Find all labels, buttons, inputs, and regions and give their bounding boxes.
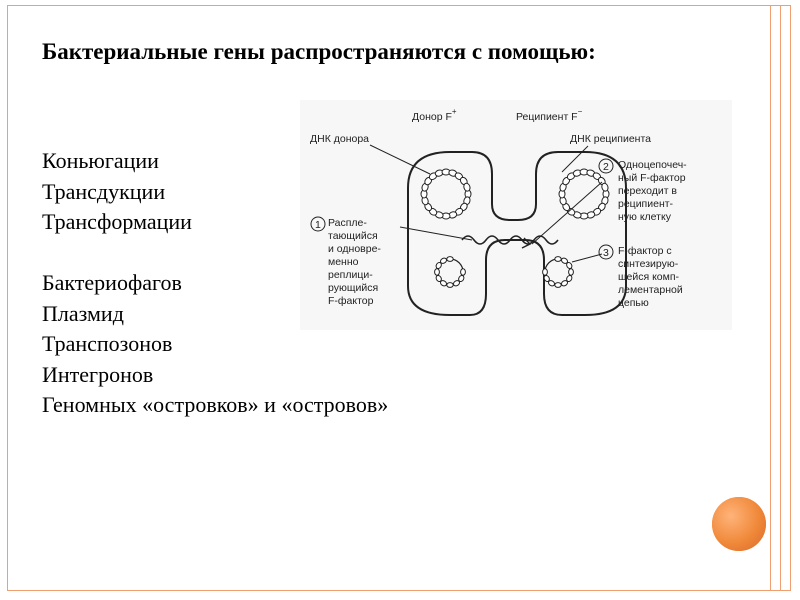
step-3-number: 3	[603, 247, 609, 259]
dna-bead	[555, 257, 561, 262]
dna-bead	[555, 283, 561, 288]
list-item: Транспозонов	[42, 331, 173, 356]
step-1-number: 1	[315, 219, 321, 231]
step-3-line: цепью	[618, 297, 649, 309]
frame-line	[770, 5, 771, 591]
step-3-line: синтезирую-	[618, 258, 679, 270]
step-1-line: F-фактор	[328, 295, 374, 307]
list-item: Геномных «островков» и «островов»	[42, 392, 389, 417]
dna-bead	[461, 269, 466, 275]
step-3-line: щейся комп-	[618, 271, 680, 283]
list-item: Трансдукции	[42, 178, 166, 204]
step-2-number: 2	[603, 161, 609, 173]
slide-title: Бактериальные гены распространяются с помощью:	[42, 39, 596, 64]
frame-line	[780, 5, 781, 591]
dna-bead	[447, 257, 453, 262]
step-2-line: ный F-фактор	[618, 172, 686, 184]
step-2-line: Одноцепочеч-	[618, 159, 687, 171]
step-2-line: ную клетку	[618, 211, 671, 223]
step-1-line: реплици-	[328, 269, 373, 281]
step-1-line: менно	[328, 256, 359, 268]
recipient-label: Реципиент F−	[516, 107, 583, 123]
step-1-line: и одновре-	[328, 243, 381, 255]
step-2-line: реципиент-	[618, 198, 674, 210]
list-item: Трансформации	[42, 209, 192, 234]
dna-bead	[543, 269, 548, 275]
step-3-line: лементарной	[618, 284, 683, 296]
step-1-line: Распле-	[328, 217, 367, 229]
dna-bead	[447, 283, 453, 288]
dna-bead	[569, 269, 574, 275]
dna-bead	[435, 269, 440, 275]
step-2-line: переходит в	[618, 185, 678, 197]
step-1-line: тающийся	[328, 230, 378, 242]
list-item: Интегронов	[42, 361, 154, 387]
decorative-orange-circle	[712, 497, 766, 551]
donor-dna-label: ДНК донора	[310, 133, 370, 145]
recipient-dna-label: ДНК реципиента	[570, 133, 652, 145]
donor-label: Донор F+	[412, 107, 457, 123]
step-1-line: рующийся	[328, 282, 379, 294]
list-item: Бактериофагов	[42, 270, 182, 295]
list-item: Коньюгации	[42, 148, 159, 173]
list-item: Плазмид	[42, 300, 124, 326]
conjugation-diagram	[300, 100, 732, 330]
step-3-line: F-фактор с	[618, 245, 672, 257]
